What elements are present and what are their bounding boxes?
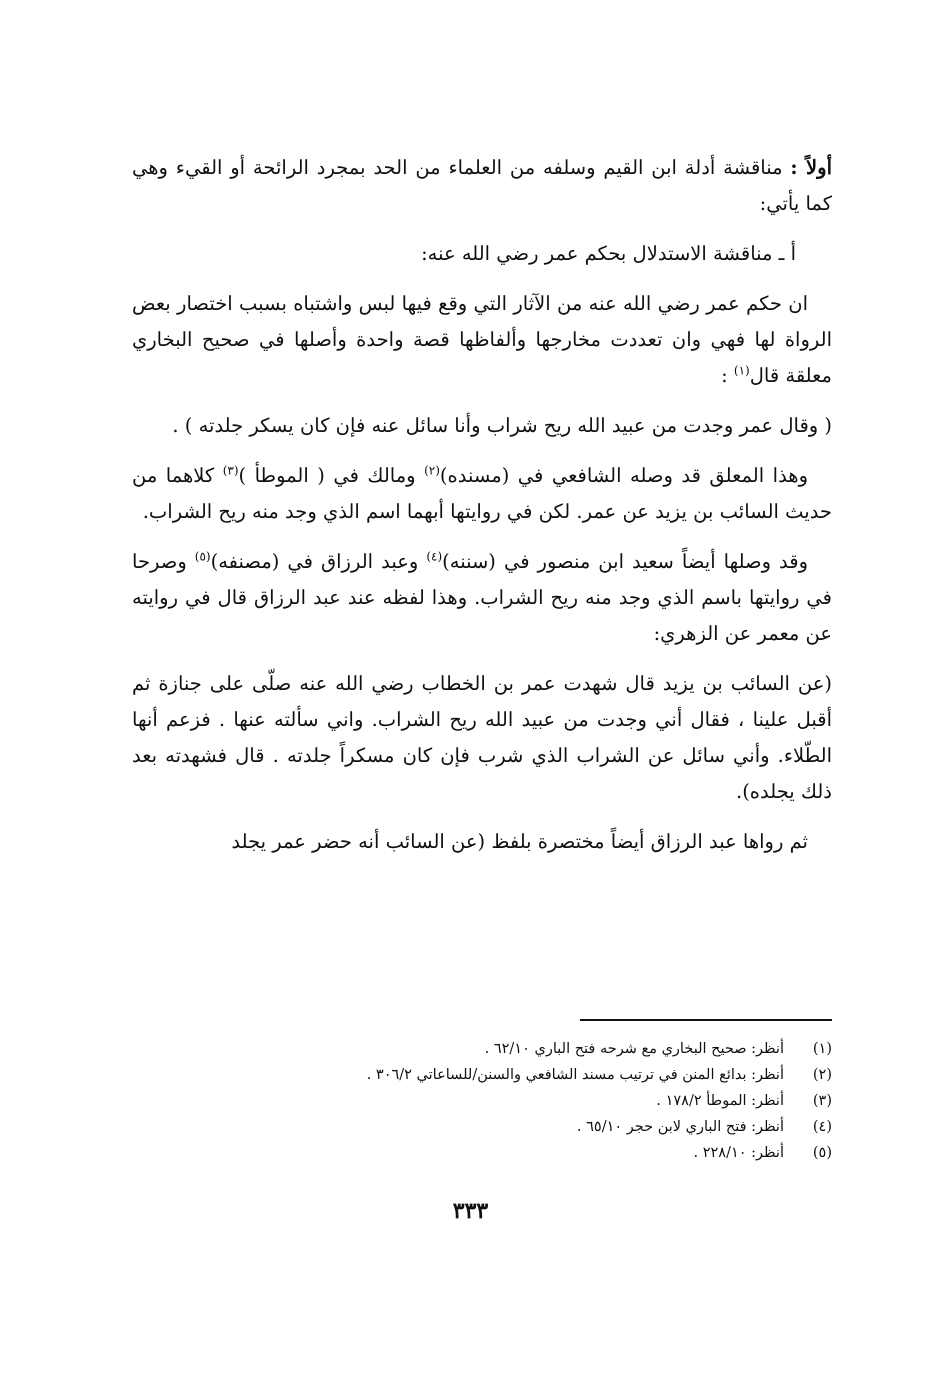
footnote-ref-5[interactable]: (٥) <box>194 549 211 564</box>
paragraph-discussion <box>132 286 832 394</box>
paragraph-intro <box>132 150 832 222</box>
shafii-part-1: وهذا المعلق قد وصله الشافعي في (مسنده) <box>439 464 809 487</box>
discussion-text: ان حكم عمر رضي الله عنه من الآثار التي وقع فيها لبس واشتباه بسبب اختصار بعض الرواة لها فهي وان تعددت مخارجها وألفاظها قصة واحدة وأصلها في صحيح البخاري معلقة قال <box>132 292 832 387</box>
paragraph-said <box>132 544 832 652</box>
footnote-text: أنظر: صحيح البخاري مع شرحه فتح الباري ٦٢/١٠ . <box>484 1041 784 1057</box>
shafii-part-2: ومالك في ( الموطأ ) <box>238 464 425 487</box>
footnote-item <box>132 1140 832 1166</box>
footnote-divider <box>580 1019 832 1021</box>
footnote-item <box>132 1114 832 1140</box>
said-part-3: وصرحا في روايتها باسم الذي وجد منه ريح الشراب. وهذا لفظه عند عبد الرزاق قال في روايته عن معمر عن الزهري: <box>132 550 832 645</box>
footnote-text: أنظر: ٢٢٨/١٠ . <box>693 1145 784 1161</box>
paragraph-final: ثم رواها عبد الرزاق أيضاً مختصرة بلفظ (عن السائب أنه حضر عمر يجلد <box>231 830 808 853</box>
footnote-number: (٢) <box>812 1067 832 1083</box>
footnote-ref-1[interactable]: (١) <box>733 363 750 378</box>
footnote-item <box>132 1036 832 1062</box>
intro-text: مناقشة أدلة ابن القيم وسلفه من العلماء من الحد بمجرد الرائحة أو القيء وهي كما يأتي: <box>132 156 832 215</box>
footnote-number: (٥) <box>812 1145 832 1161</box>
discussion-tail: : <box>721 364 728 387</box>
footnote-text: أنظر: فتح الباري لابن حجر ٦٥/١٠ . <box>576 1119 784 1135</box>
footnote-item <box>132 1088 832 1114</box>
page-number: ٣٣٣ <box>452 1198 489 1224</box>
footnote-item <box>132 1062 832 1088</box>
footnote-text: أنظر: بدائع المنن في ترتيب مسند الشافعي والسنن/للساعاتي ٣٠٦/٢ . <box>366 1067 784 1083</box>
footnote-ref-4[interactable]: (٤) <box>426 549 443 564</box>
intro-lead: أولاً : <box>790 156 832 179</box>
section-heading: أ ـ مناقشة الاستدلال بحكم عمر رضي الله عنه: <box>421 242 796 265</box>
footnote-ref-2[interactable]: (٢) <box>424 463 440 478</box>
said-part-2: وعبد الرزاق في (مصنفه) <box>210 550 427 573</box>
paragraph-shafii <box>132 458 832 530</box>
shafii-part-3: كلاهما من حديث السائب بن يزيد عن عمر. لكن في روايتها أبهما اسم الذي وجد منه ريح الشراب. <box>132 464 832 523</box>
footnotes-list <box>132 1036 832 1166</box>
footnote-text: أنظر: الموطأ ١٧٨/٢ . <box>656 1093 784 1109</box>
quote-abdurrazzaq: (عن السائب بن يزيد قال شهدت عمر بن الخطاب رضي الله عنه صلّى على جنازة ثم أقبل علينا ، فقال أني وجدت من عبيد الله ريح الشراب. واني سألته عنها . فزعم أنها الطّلاء. وأني سائل عن الشراب الذي شرب فإن كان مسكراً جلدته . قال فشهدته بعد ذلك يجلده). <box>132 672 832 803</box>
footnote-number: (١) <box>812 1041 832 1057</box>
said-part-1: وقد وصلها أيضاً سعيد ابن منصور في (سننه) <box>442 550 808 573</box>
footnote-number: (٤) <box>812 1119 832 1135</box>
quote-bukhari: ( وقال عمر وجدت من عبيد الله ريح شراب وأنا سائل عنه فإن كان يسكر جلدته ) . <box>172 414 832 437</box>
page-body <box>132 150 832 874</box>
footnote-ref-3[interactable]: (٣) <box>222 463 239 478</box>
footnote-number: (٣) <box>812 1093 832 1109</box>
